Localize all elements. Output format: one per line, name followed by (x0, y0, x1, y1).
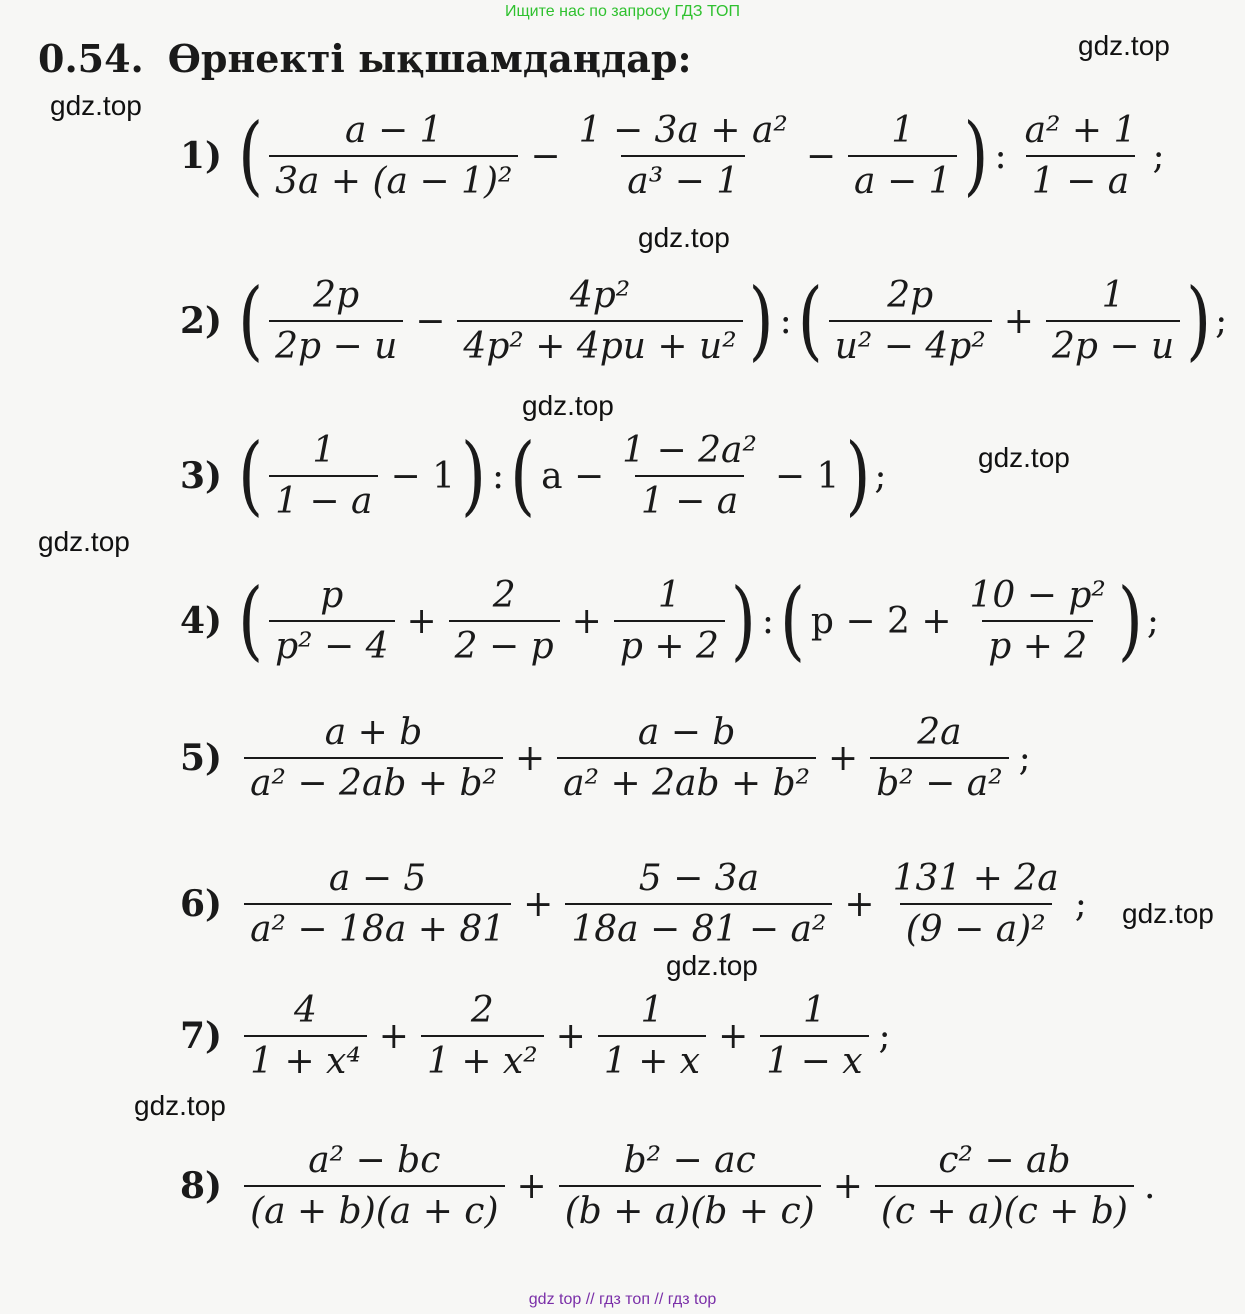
denominator: p + 2 (982, 620, 1093, 667)
fraction (1019, 110, 1143, 202)
fraction (269, 430, 378, 522)
open-paren: ( (779, 571, 805, 671)
denominator: u² − 4p² (829, 320, 992, 367)
operator: + (844, 883, 875, 925)
numerator: a + b (324, 712, 423, 753)
problem-5 (180, 712, 1031, 804)
fraction (244, 990, 367, 1082)
denominator: (b + a)(b + c) (559, 1185, 821, 1232)
denominator: a² − 18a + 81 (244, 903, 511, 950)
fraction (269, 575, 394, 667)
expression-term: p − 2 + (810, 600, 952, 642)
numerator: a − 5 (328, 858, 427, 899)
problem-label: 1) (180, 135, 223, 177)
expression-term: a − (541, 455, 605, 497)
problem-label: 2) (180, 300, 223, 342)
operator: − 1 (774, 455, 840, 497)
denominator: 1 + x (598, 1035, 706, 1082)
close-paren: ) (1117, 571, 1143, 671)
denominator: 1 + x² (421, 1035, 544, 1082)
numerator: a − 1 (345, 110, 443, 151)
operator: − (805, 135, 837, 177)
denominator: 1 − a (1026, 155, 1135, 202)
fraction (557, 712, 816, 804)
fraction (269, 110, 518, 202)
operator: + (718, 1015, 749, 1057)
denominator: 2p − u (269, 320, 403, 367)
watermark: gdz.top (134, 1090, 226, 1121)
numerator: 4 (293, 990, 317, 1031)
operator: + (406, 600, 437, 642)
fraction (449, 575, 560, 667)
numerator: 2a (917, 712, 962, 753)
denominator: 1 − x (760, 1035, 868, 1082)
problem-3 (180, 426, 887, 526)
numerator: 10 − p² (969, 575, 1106, 616)
fraction (829, 275, 992, 367)
fraction (457, 275, 742, 367)
problem-label: 5) (180, 737, 223, 779)
denominator: 4p² + 4pu + u² (457, 320, 742, 367)
problem-2 (180, 271, 1228, 371)
fraction (244, 712, 503, 804)
punctuation: ; (1152, 135, 1165, 177)
watermark: gdz.top (50, 90, 142, 121)
exercise-number: 0.54. (38, 36, 144, 81)
numerator: b² − ac (623, 1140, 756, 1181)
numerator: 4p² (569, 275, 631, 316)
fraction (887, 858, 1065, 950)
denominator: a² + 2ab + b² (557, 757, 816, 804)
exercise-title (38, 36, 692, 81)
numerator: 1 − 3a + a² (578, 110, 788, 151)
problem-label: 7) (180, 1015, 223, 1057)
denominator: a − 1 (848, 155, 957, 202)
fraction (964, 575, 1112, 667)
operator: + (832, 1165, 863, 1207)
numerator: a² + 1 (1024, 110, 1137, 151)
numerator: a − b (637, 712, 736, 753)
fraction (244, 858, 511, 950)
operator: + (555, 1015, 586, 1057)
numerator: 1 (891, 110, 915, 151)
operator: + (828, 737, 859, 779)
fraction (1046, 275, 1180, 367)
numerator: 1 (657, 575, 681, 616)
fraction (870, 712, 1008, 804)
watermark: gdz.top (522, 390, 614, 421)
fraction (616, 430, 763, 522)
fraction (598, 990, 706, 1082)
operator: + (523, 883, 554, 925)
fraction (875, 1140, 1134, 1232)
fraction (565, 858, 832, 950)
numerator: 2p (313, 275, 360, 316)
close-paren: ) (963, 106, 989, 206)
watermark: gdz.top (978, 442, 1070, 473)
punctuation: ; (1018, 737, 1031, 779)
exercise-instruction: Өрнекті ықшамдаңдар: (167, 36, 692, 81)
numerator: 1 (802, 990, 826, 1031)
open-paren: ( (238, 426, 264, 526)
operator: : (779, 300, 792, 342)
fraction (421, 990, 544, 1082)
denominator: 1 + x⁴ (244, 1035, 367, 1082)
punctuation: . (1143, 1165, 1156, 1207)
problem-8 (180, 1140, 1155, 1232)
top-banner[interactable]: Ищите нас по запросу ГДЗ ТОП (505, 3, 740, 20)
watermark: gdz.top (666, 950, 758, 981)
close-paren: ) (730, 571, 756, 671)
problem-4 (180, 571, 1159, 671)
numerator: a² − bc (308, 1140, 441, 1181)
operator: − (530, 135, 561, 177)
numerator: 131 + 2a (892, 858, 1059, 899)
watermark: gdz.top (1122, 898, 1214, 929)
problem-label: 4) (180, 600, 223, 642)
problem-label: 3) (180, 455, 223, 497)
problem-7 (180, 990, 891, 1082)
numerator: 2p (887, 275, 934, 316)
numerator: 1 (312, 430, 336, 471)
operator: + (571, 600, 602, 642)
fraction (559, 1140, 821, 1232)
operator: + (1003, 300, 1034, 342)
problem-label: 8) (180, 1165, 223, 1207)
denominator: a³ − 1 (621, 155, 745, 202)
close-paren: ) (1186, 271, 1212, 371)
operator: + (516, 1165, 547, 1207)
open-paren: ( (238, 106, 264, 206)
open-paren: ( (797, 271, 823, 371)
operator: : (994, 135, 1007, 177)
fraction (244, 1140, 504, 1232)
fraction (269, 275, 403, 367)
denominator: b² − a² (870, 757, 1008, 804)
operator: + (378, 1015, 409, 1057)
denominator: 1 − a (269, 475, 378, 522)
watermark: gdz.top (638, 222, 730, 253)
fraction (848, 110, 957, 202)
numerator: 5 − 3a (638, 858, 760, 899)
operator: : (761, 600, 774, 642)
problem-6 (180, 858, 1087, 950)
close-paren: ) (748, 271, 774, 371)
open-paren: ( (510, 426, 536, 526)
operator: + (514, 737, 546, 779)
denominator: (a + b)(a + c) (244, 1185, 504, 1232)
denominator: 3a + (a − 1)² (269, 155, 518, 202)
operator: − 1 (390, 455, 455, 497)
denominator: 2p − u (1046, 320, 1180, 367)
denominator: (c + a)(c + b) (875, 1185, 1134, 1232)
denominator: p + 2 (614, 620, 725, 667)
close-paren: ) (461, 426, 486, 526)
operator: : (491, 455, 505, 497)
numerator: 1 − 2a² (622, 430, 757, 471)
denominator: 1 − a (635, 475, 744, 522)
denominator: 18a − 81 − a² (565, 903, 832, 950)
punctuation: ; (878, 1015, 891, 1057)
fraction (573, 110, 794, 202)
open-paren: ( (238, 271, 264, 371)
numerator: 1 (1101, 275, 1125, 316)
punctuation: ; (874, 455, 887, 497)
fraction (760, 990, 868, 1082)
denominator: a² − 2ab + b² (244, 757, 503, 804)
punctuation: ; (1215, 300, 1228, 342)
denominator: p² − 4 (269, 620, 394, 667)
open-paren: ( (238, 571, 264, 671)
denominator: 2 − p (449, 620, 560, 667)
problem-label: 6) (180, 883, 223, 925)
fraction (614, 575, 725, 667)
punctuation: ; (1074, 883, 1087, 925)
watermark: gdz.top (38, 526, 130, 557)
bottom-banner[interactable]: gdz top // гдз топ // гдз top (528, 1291, 717, 1308)
problem-1 (180, 106, 1165, 206)
operator: − (415, 300, 446, 342)
numerator: 2 (470, 990, 494, 1031)
close-paren: ) (845, 426, 871, 526)
punctuation: ; (1146, 600, 1159, 642)
watermark: gdz.top (1078, 30, 1170, 61)
numerator: c² − ab (938, 1140, 1071, 1181)
numerator: p (320, 575, 344, 616)
denominator: (9 − a)² (900, 903, 1052, 950)
numerator: 2 (492, 575, 516, 616)
numerator: 1 (640, 990, 664, 1031)
